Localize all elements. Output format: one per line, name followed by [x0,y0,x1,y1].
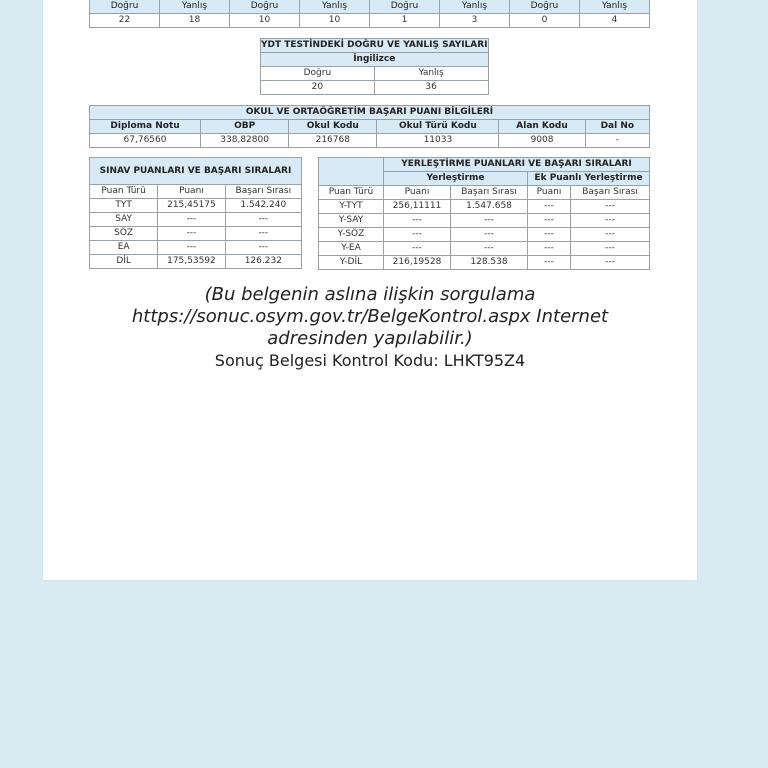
header-cell: Yanlış [439,0,509,14]
value-cell: 9008 [499,134,585,148]
placement-title: YERLEŞTİRME PUANLARI VE BAŞARI SIRALARI [384,158,650,172]
header-cell: Doğru [261,67,375,81]
score-cell: --- [384,228,451,242]
header-cell: Doğru [90,0,160,14]
header-cell: Doğru [369,0,439,14]
header-cell: OBP [201,120,289,134]
score-cell: --- [384,242,451,256]
table-row [90,199,302,213]
table-row [319,214,650,228]
header-cell: Yanlış [300,0,370,14]
rank-cell: --- [225,241,301,255]
extra-rank-cell: --- [571,228,650,242]
rank-cell: --- [451,214,528,228]
table-row [90,185,302,199]
score-type-cell: Y-SAY [319,214,384,228]
score-type-cell: EA [90,241,158,255]
school-info-table [89,105,650,148]
extra-rank-cell: --- [571,200,650,214]
table-row [90,158,302,185]
ydt-language: İngilizce [261,53,489,67]
table-row [319,242,650,256]
score-type-cell: Y-DİL [319,256,384,270]
placement-group-extra: Ek Puanlı Yerleştirme [528,172,650,186]
table-row [90,134,650,148]
header-cell: Diploma Notu [90,120,201,134]
rank-cell: --- [225,213,301,227]
ydt-table [260,38,489,95]
table-row [261,81,489,95]
rank-cell: 126.232 [225,255,301,269]
extra-rank-cell: --- [571,256,650,270]
score-cell: 215,45175 [158,199,225,213]
value-cell: 18 [160,14,230,28]
extra-rank-cell: --- [571,242,650,256]
placement-group-regular: Yerleştirme [384,172,528,186]
table-row [261,39,489,53]
score-type-cell: SAY [90,213,158,227]
table-row [90,120,650,134]
value-cell: 0 [509,14,579,28]
table-row [319,228,650,242]
table-row [319,158,650,172]
correct-wrong-table [89,0,650,28]
header-cell: Okul Türü Kodu [377,120,499,134]
score-cell: --- [158,213,225,227]
value-cell: 10 [300,14,370,28]
value-cell: 216768 [289,134,377,148]
rank-cell: 1.547.658 [451,200,528,214]
table-row [90,0,650,14]
table-row [90,14,650,28]
header-cell: Puanı [528,186,571,200]
value-cell: 22 [90,14,160,28]
verification-note-line1: (Bu belgenin aslına ilişkin sorgulama [204,284,536,305]
table-row [319,186,650,200]
value-cell: 67,76560 [90,134,201,148]
score-type-cell: Y-SÖZ [319,228,384,242]
school-title: OKUL VE ORTAÖĞRETİM BAŞARI PUANI BİLGİLERİ [90,106,650,120]
exam-scores-title: SINAV PUANLARI VE BAŞARI SIRALARI [90,158,302,185]
value-cell: 338,82800 [201,134,289,148]
extra-score-cell: --- [528,242,571,256]
score-type-cell: DİL [90,255,158,269]
value-cell: 36 [374,81,488,95]
score-type-cell: SÖZ [90,227,158,241]
table-row [90,255,302,269]
table-row [319,256,650,270]
value-cell: 11033 [377,134,499,148]
score-cell: 175,53592 [158,255,225,269]
value-cell: 3 [439,14,509,28]
score-type-cell: Y-EA [319,242,384,256]
header-cell: Doğru [229,0,299,14]
header-cell: Başarı Sırası [571,186,650,200]
score-cell: --- [384,214,451,228]
header-cell: Yanlış [579,0,649,14]
extra-rank-cell: --- [571,214,650,228]
table-row [261,67,489,81]
extra-score-cell: --- [528,228,571,242]
header-cell: Okul Kodu [289,120,377,134]
extra-score-cell: --- [528,214,571,228]
score-cell: --- [158,241,225,255]
header-cell: Başarı Sırası [451,186,528,200]
verification-note-line3: adresinden yapılabilir.) [267,328,473,349]
header-cell: Puan Türü [319,186,384,200]
value-cell: 10 [229,14,299,28]
table-row [319,200,650,214]
rank-cell: --- [451,228,528,242]
score-type-cell: TYT [90,199,158,213]
header-cell: Puan Türü [90,185,158,199]
score-cell: 256,11111 [384,200,451,214]
exam-scores-table [89,157,302,269]
table-row [90,106,650,120]
placement-corner [319,158,384,186]
verification-note-link: https://sonuc.osym.gov.tr/BelgeKontrol.aspx Internet [131,306,609,327]
table-row [261,53,489,67]
rank-cell: 128.538 [451,256,528,270]
extra-score-cell: --- [528,256,571,270]
ydt-title: YDT TESTİNDEKİ DOĞRU VE YANLIŞ SAYILARI [261,39,489,53]
header-cell: Başarı Sırası [225,185,301,199]
header-cell: Yanlış [374,67,488,81]
rank-cell: --- [225,227,301,241]
header-cell: Puanı [158,185,225,199]
table-row [90,227,302,241]
header-cell: Yanlış [160,0,230,14]
header-cell: Dal No [585,120,649,134]
table-row [90,241,302,255]
table-row [90,213,302,227]
value-cell: 20 [261,81,375,95]
rank-cell: --- [451,242,528,256]
value-cell: 1 [369,14,439,28]
header-cell: Puanı [384,186,451,200]
value-cell: - [585,134,649,148]
extra-score-cell: --- [528,200,571,214]
header-cell: Doğru [509,0,579,14]
placement-table [318,157,650,270]
score-cell: --- [158,227,225,241]
score-cell: 216,19528 [384,256,451,270]
value-cell: 4 [579,14,649,28]
header-cell: Alan Kodu [499,120,585,134]
rank-cell: 1.542.240 [225,199,301,213]
score-type-cell: Y-TYT [319,200,384,214]
control-code: Sonuç Belgesi Kontrol Kodu: LHKT95Z4 [214,351,526,370]
